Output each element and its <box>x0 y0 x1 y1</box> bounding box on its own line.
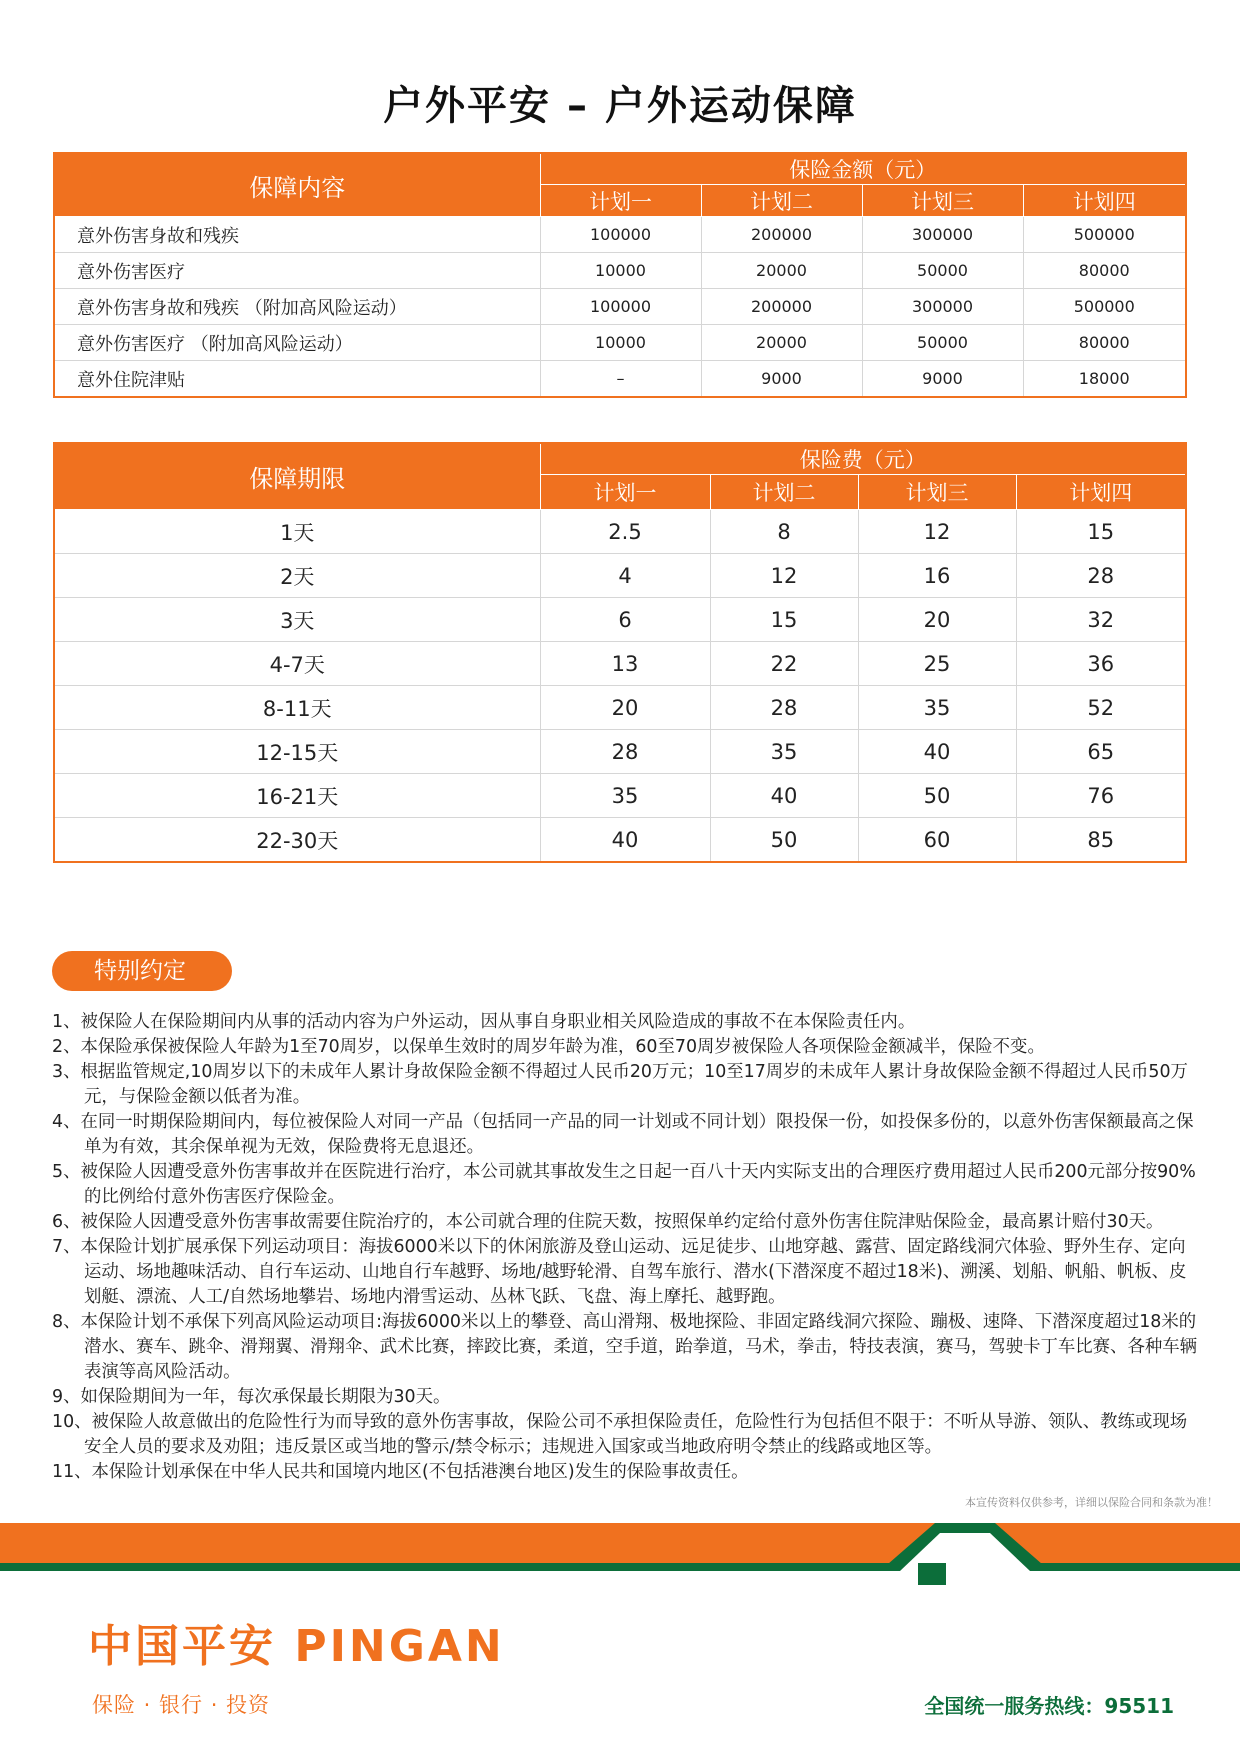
amount-cell: 9000 <box>701 361 862 398</box>
hotline-text: 全国统一服务热线：95511 <box>924 1694 1174 1718</box>
table-row <box>54 510 1186 554</box>
table-row <box>54 289 1186 325</box>
table-row <box>54 361 1186 398</box>
premium-cell: 40 <box>540 818 710 863</box>
premium-cell: 76 <box>1016 774 1186 818</box>
premium-cell: 36 <box>1016 642 1186 686</box>
footer-band <box>0 1523 1240 1585</box>
premium-cell: 13 <box>540 642 710 686</box>
slogan-text: 保险 · 银行 · 投资 <box>92 1693 271 1717</box>
list-item: 10、被保险人故意做出的危险性行为而导致的意外伤害事故，保险公司不承担保险责任，危险性行为包括但不限于：不听从导游、领队、教练或现场安全人员的要求及劝阻；违反景区或当地的警示/禁令标示；违规进入国家或当地政府明令禁止的线路或地区等。 <box>52 1412 1188 1457</box>
premium-cell: 12 <box>858 510 1016 554</box>
coverage-item: 意外伤害身故和残疾 <box>54 217 540 253</box>
premium-cell: 4 <box>540 554 710 598</box>
premium-cell: 40 <box>710 774 858 818</box>
premium-cell: 65 <box>1016 730 1186 774</box>
premium-cell: 28 <box>1016 554 1186 598</box>
list-item: 2、本保险承保被保险人年龄为1至70周岁，以保单生效时的周岁年龄为准，60至70周岁被保险人各项保险金额减半，保险不变。 <box>52 1037 1045 1057</box>
premium-cell: 85 <box>1016 818 1186 863</box>
amount-cell: 80000 <box>1023 325 1186 361</box>
premium-cell: 2.5 <box>540 510 710 554</box>
premium-cell: 60 <box>858 818 1016 863</box>
premium-cell: 35 <box>858 686 1016 730</box>
premium-cell: 32 <box>1016 598 1186 642</box>
period-cell: 12-15天 <box>54 730 540 774</box>
coverage-item: 意外伤害医疗 （附加高风险运动） <box>54 325 540 361</box>
premium-cell: 35 <box>710 730 858 774</box>
table-row <box>54 554 1186 598</box>
amount-cell: 80000 <box>1023 253 1186 289</box>
premium-cell: 28 <box>710 686 858 730</box>
list-item: 5、被保险人因遭受意外伤害事故并在医院进行治疗，本公司就其事故发生之日起一百八十天内实际支出的合理医疗费用超过人民币200元部分按90%的比例给付意外伤害医疗保险金。 <box>52 1162 1196 1207</box>
special-terms-list <box>52 1010 1202 1485</box>
premium-cell: 22 <box>710 642 858 686</box>
premium-cell: 50 <box>858 774 1016 818</box>
period-cell: 4-7天 <box>54 642 540 686</box>
premium-cell: 20 <box>858 598 1016 642</box>
premium-cell: 8 <box>710 510 858 554</box>
table-row <box>54 730 1186 774</box>
period-cell: 1天 <box>54 510 540 554</box>
table-row <box>54 598 1186 642</box>
amount-cell: 100000 <box>540 217 701 253</box>
premium-cell: 28 <box>540 730 710 774</box>
table-row <box>54 217 1186 253</box>
coverage-table <box>53 152 1187 398</box>
amount-cell: 20000 <box>701 253 862 289</box>
coverage-item: 意外住院津贴 <box>54 361 540 398</box>
coverage-amount-header: 保险金额（元） <box>540 153 1186 185</box>
table-row <box>54 253 1186 289</box>
amount-cell: – <box>540 361 701 398</box>
plan-header: 计划三 <box>858 475 1016 510</box>
period-header: 保障期限 <box>54 443 540 510</box>
plan-header: 计划四 <box>1023 185 1186 217</box>
list-item: 8、本保险计划不承保下列高风险运动项目:海拔6000米以上的攀登、高山滑翔、极地探险、非固定路线洞穴探险、蹦极、速降、下潜深度超过18米的潜水、赛车、跳伞、滑翔翼、滑翔伞、武术比赛，摔跤比赛，柔道，空手道，跆拳道，马术，拳击，特技表演，赛马，驾驶卡丁车比赛、各种车辆表演等高风险活动。 <box>52 1312 1198 1382</box>
disclaimer-text: 本宣传资料仅供参考，详细以保险合同和条款为准！ <box>965 1496 1218 1509</box>
amount-cell: 10000 <box>540 325 701 361</box>
amount-cell: 18000 <box>1023 361 1186 398</box>
amount-cell: 9000 <box>862 361 1023 398</box>
amount-cell: 300000 <box>862 217 1023 253</box>
special-terms-label: 特别约定 <box>52 951 232 991</box>
premium-cell: 6 <box>540 598 710 642</box>
coverage-item-header: 保障内容 <box>54 153 540 217</box>
page-title: 户外平安 – 户外运动保障 <box>383 83 857 129</box>
premium-cell: 15 <box>710 598 858 642</box>
amount-cell: 100000 <box>540 289 701 325</box>
table-row <box>54 818 1186 863</box>
amount-cell: 300000 <box>862 289 1023 325</box>
amount-cell: 50000 <box>862 325 1023 361</box>
plan-header: 计划三 <box>862 185 1023 217</box>
plan-header: 计划二 <box>710 475 858 510</box>
table-row <box>54 642 1186 686</box>
table-row <box>54 325 1186 361</box>
amount-cell: 200000 <box>701 289 862 325</box>
coverage-item: 意外伤害医疗 <box>54 253 540 289</box>
ping-an-logo: 中国平安 PINGAN <box>88 1621 505 1672</box>
premium-cell: 50 <box>710 818 858 863</box>
list-item: 1、被保险人在保险期间内从事的活动内容为户外运动，因从事自身职业相关风险造成的事故不在本保险责任内。 <box>52 1012 916 1032</box>
premium-table <box>53 442 1187 863</box>
amount-cell: 500000 <box>1023 289 1186 325</box>
table-row <box>54 774 1186 818</box>
premium-cell: 40 <box>858 730 1016 774</box>
period-cell: 2天 <box>54 554 540 598</box>
list-item: 6、被保险人因遭受意外伤害事故需要住院治疗的，本公司就合理的住院天数，按照保单约定给付意外伤害住院津贴保险金，最高累计赔付30天。 <box>52 1212 1164 1232</box>
plan-header: 计划一 <box>540 475 710 510</box>
premium-cell: 12 <box>710 554 858 598</box>
coverage-item: 意外伤害身故和残疾 （附加高风险运动） <box>54 289 540 325</box>
list-item: 9、如保险期间为一年，每次承保最长期限为30天。 <box>52 1387 451 1407</box>
premium-cell: 35 <box>540 774 710 818</box>
amount-cell: 50000 <box>862 253 1023 289</box>
amount-cell: 20000 <box>701 325 862 361</box>
plan-header: 计划一 <box>540 185 701 217</box>
list-item: 7、本保险计划扩展承保下列运动项目：海拔6000米以下的休闲旅游及登山运动、远足徒步、山地穿越、露营、固定路线洞穴体验、野外生存、定向运动、场地趣味活动、自行车运动、山地自行车越野、场地/越野轮滑、自驾车旅行、潜水(下潜深度不超过18米)、溯溪、划船、帆船、帆板、皮划艇、漂流、人工/自然场地攀岩、场地内滑雪运动、丛林飞跃、飞盘、海上摩托、越野跑。 <box>52 1237 1187 1307</box>
period-cell: 22-30天 <box>54 818 540 863</box>
premium-cell: 16 <box>858 554 1016 598</box>
premium-amount-header: 保险费（元） <box>540 443 1186 475</box>
plan-header: 计划二 <box>701 185 862 217</box>
premium-cell: 25 <box>858 642 1016 686</box>
premium-cell: 15 <box>1016 510 1186 554</box>
list-item: 11、本保险计划承保在中华人民共和国境内地区(不包括港澳台地区)发生的保险事故责任。 <box>52 1462 749 1482</box>
premium-cell: 52 <box>1016 686 1186 730</box>
amount-cell: 10000 <box>540 253 701 289</box>
period-cell: 3天 <box>54 598 540 642</box>
table-row <box>54 686 1186 730</box>
list-item: 4、在同一时期保险期间内，每位被保险人对同一产品（包括同一产品的同一计划或不同计划）限投保一份，如投保多份的，以意外伤害保额最高之保单为有效，其余保单视为无效，保险费将无息退还。 <box>52 1112 1194 1157</box>
premium-cell: 20 <box>540 686 710 730</box>
period-cell: 8-11天 <box>54 686 540 730</box>
period-cell: 16-21天 <box>54 774 540 818</box>
plan-header: 计划四 <box>1016 475 1186 510</box>
amount-cell: 500000 <box>1023 217 1186 253</box>
amount-cell: 200000 <box>701 217 862 253</box>
list-item: 3、根据监管规定,10周岁以下的未成年人累计身故保险金额不得超过人民币20万元；10至17周岁的未成年人累计身故保险金额不得超过人民币50万元，与保险金额以低者为准。 <box>52 1062 1188 1107</box>
